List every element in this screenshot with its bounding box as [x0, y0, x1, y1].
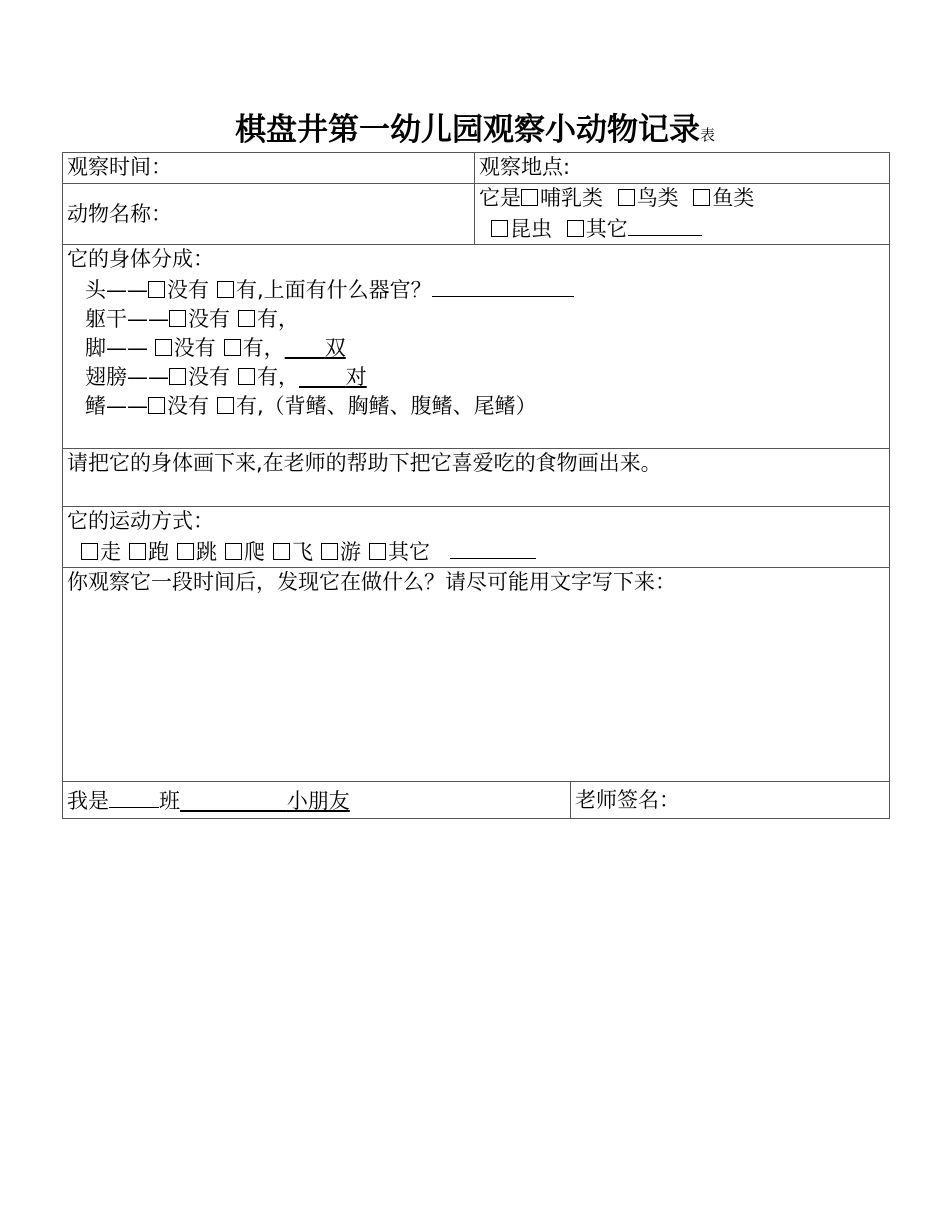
- body-parts-cell: [63, 245, 890, 449]
- motion-cell: [63, 507, 890, 568]
- student-friend-label: 小朋友: [286, 788, 350, 813]
- class-label: 班: [159, 788, 180, 813]
- wings-count-blank[interactable]: [299, 365, 367, 389]
- checkbox-swim[interactable]: [321, 543, 338, 560]
- motion-other-label: 其它: [388, 540, 430, 564]
- feet-no-label: 没有: [173, 336, 216, 360]
- feet-label: 脚——: [85, 336, 155, 360]
- trunk-label: 躯干——: [85, 307, 169, 331]
- head-row: [67, 274, 889, 305]
- student-me-label: 我是: [67, 788, 109, 813]
- feet-count-blank[interactable]: [285, 336, 346, 360]
- feet-row: [67, 334, 889, 363]
- observation-time-label: 观察时间：: [67, 155, 172, 179]
- wings-row: [67, 363, 889, 392]
- trunk-row: [67, 305, 889, 334]
- checkbox-insect[interactable]: [491, 220, 508, 237]
- animal-type-prefix: 它是: [479, 186, 521, 210]
- type-bird-label: 鸟类: [636, 186, 679, 210]
- fins-yes-label: 有,（背鳍、胸鳍、腹鳍、尾鳍）: [236, 394, 537, 418]
- checkbox-feet-no[interactable]: [155, 339, 172, 356]
- head-organs-blank[interactable]: [432, 274, 574, 297]
- wings-label: 翅膀——: [85, 365, 169, 389]
- observation-notes-prompt: 你观察它一段时间后，发现它在做什么？请尽可能用文字写下来：: [67, 570, 676, 594]
- class-blank[interactable]: [109, 785, 159, 808]
- motion-fly-label: 飞: [292, 540, 313, 564]
- checkbox-run[interactable]: [129, 543, 146, 560]
- checkbox-bird[interactable]: [618, 189, 635, 206]
- other-type-blank[interactable]: [628, 213, 702, 236]
- trunk-no-label: 没有: [188, 307, 230, 331]
- checkbox-feet-yes[interactable]: [224, 339, 241, 356]
- wings-yes-label: 有，: [257, 365, 299, 389]
- checkbox-trunk-yes[interactable]: [238, 310, 255, 327]
- head-no-label: 没有: [167, 278, 209, 302]
- motion-swim-label: 游: [340, 540, 361, 564]
- checkbox-other-motion[interactable]: [369, 543, 386, 560]
- checkbox-fish[interactable]: [693, 189, 710, 206]
- animal-type-cell: [475, 184, 890, 245]
- type-other-label: 其它: [585, 217, 628, 241]
- head-label: 头——: [85, 278, 148, 302]
- checkbox-wings-no[interactable]: [169, 368, 186, 385]
- trunk-yes-label: 有，: [257, 307, 299, 331]
- observation-notes-cell[interactable]: [63, 568, 890, 782]
- type-fish-label: 鱼类: [712, 186, 755, 210]
- body-parts-heading: 它的身体分成：: [67, 247, 214, 271]
- checkbox-trunk-no[interactable]: [169, 310, 186, 327]
- checkbox-other-type[interactable]: [567, 220, 584, 237]
- drawing-area-cell[interactable]: [63, 449, 890, 507]
- student-name-blank[interactable]: [180, 789, 350, 813]
- head-yes-label: 有,上面有什么器官？: [236, 278, 432, 302]
- checkbox-walk[interactable]: [81, 543, 98, 560]
- motion-options: [67, 536, 889, 567]
- wings-no-label: 没有: [188, 365, 230, 389]
- checkbox-jump[interactable]: [177, 543, 194, 560]
- checkbox-mammal[interactable]: [521, 189, 538, 206]
- motion-heading: 它的运动方式：: [67, 509, 214, 533]
- observation-time-cell[interactable]: [63, 153, 475, 184]
- title-suffix: 表: [699, 126, 715, 144]
- motion-jump-label: 跳: [196, 540, 217, 564]
- fins-label: 鳍——: [85, 394, 148, 418]
- wings-unit: 对: [345, 365, 367, 389]
- teacher-signature-cell[interactable]: [571, 782, 890, 819]
- type-mammal-label: 哺乳类: [540, 186, 603, 210]
- motion-walk-label: 走: [100, 540, 121, 564]
- other-motion-blank[interactable]: [450, 536, 536, 559]
- feet-unit: 双: [324, 336, 346, 360]
- checkbox-head-yes[interactable]: [217, 281, 234, 298]
- checkbox-fly[interactable]: [273, 543, 290, 560]
- teacher-signature-label: 老师签名：: [575, 787, 680, 812]
- feet-yes-label: 有，: [242, 336, 285, 360]
- observation-place-cell[interactable]: [475, 153, 890, 184]
- page-title: [0, 108, 950, 157]
- type-insect-label: 昆虫: [510, 217, 552, 241]
- student-cell: [63, 782, 571, 819]
- motion-crawl-label: 爬: [244, 540, 265, 564]
- motion-run-label: 跑: [148, 540, 169, 564]
- checkbox-wings-yes[interactable]: [238, 368, 255, 385]
- observation-place-label: 观察地点:: [479, 155, 571, 179]
- checkbox-fins-no[interactable]: [148, 397, 165, 414]
- fins-no-label: 没有: [167, 394, 209, 418]
- animal-name-label: 动物名称：: [67, 201, 172, 226]
- observation-form: [62, 152, 890, 819]
- animal-name-cell[interactable]: [63, 184, 475, 245]
- checkbox-head-no[interactable]: [148, 281, 165, 298]
- checkbox-crawl[interactable]: [225, 543, 242, 560]
- title-main: 棋盘井第一幼儿园观察小动物记录: [234, 112, 700, 148]
- drawing-instruction: 请把它的身体画下来,在老师的帮助下把它喜爱吃的食物画出来。: [67, 451, 662, 475]
- checkbox-fins-yes[interactable]: [217, 397, 234, 414]
- fins-row: [67, 392, 889, 421]
